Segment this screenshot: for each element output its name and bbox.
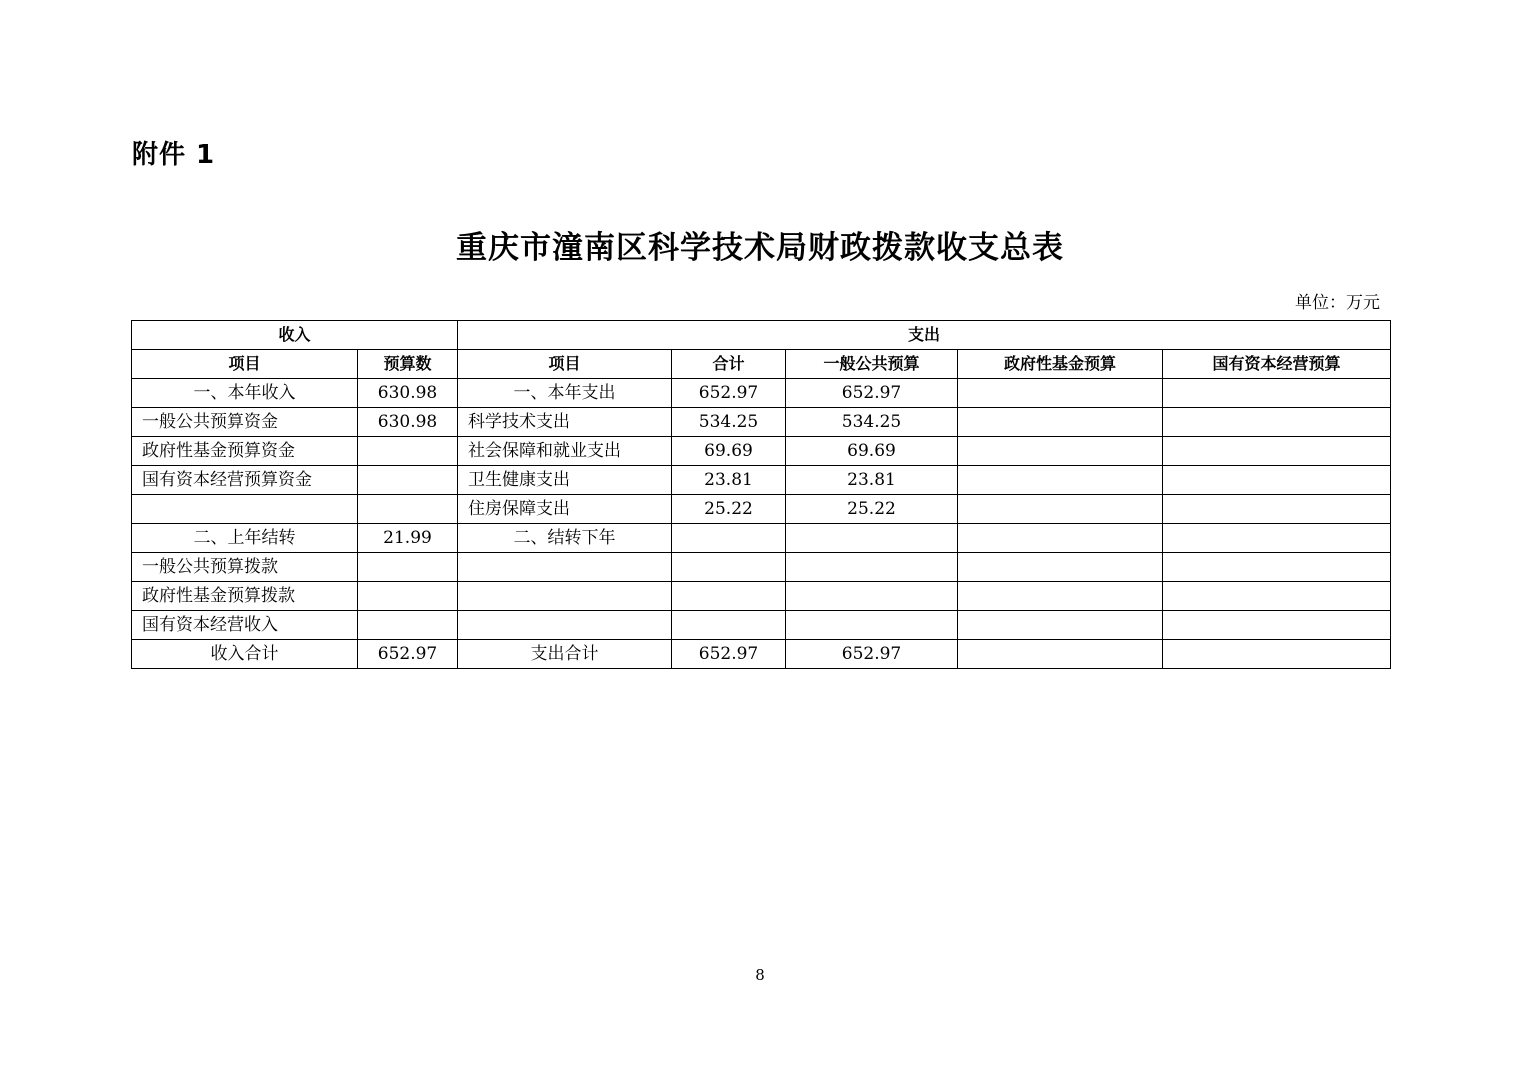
table-cell [458,582,672,611]
table-cell: 534.25 [786,408,958,437]
col-header-total: 合计 [672,350,786,379]
table-cell: 652.97 [672,379,786,408]
table-cell [958,379,1163,408]
table-cell: 652.97 [786,379,958,408]
table-cell [958,611,1163,640]
table-cell [958,495,1163,524]
column-header-row [132,350,1391,379]
table-cell [1163,437,1391,466]
table-row [132,437,1391,466]
table-cell: 23.81 [786,466,958,495]
col-header-income-item: 项目 [132,350,358,379]
table-cell [1163,379,1391,408]
table-row [132,582,1391,611]
table-cell [958,582,1163,611]
table-row [132,640,1391,669]
table-cell: 21.99 [358,524,458,553]
table-cell: 652.97 [672,640,786,669]
table-cell [1163,582,1391,611]
table-cell: 收入合计 [132,640,358,669]
table-cell [958,466,1163,495]
table-cell: 652.97 [786,640,958,669]
attachment-label: 附件 1 [132,140,216,170]
table-cell [958,408,1163,437]
table-cell [358,553,458,582]
table-cell [672,582,786,611]
table-cell: 二、上年结转 [132,524,358,553]
table-cell: 一、本年收入 [132,379,358,408]
table-row [132,408,1391,437]
table-cell: 一般公共预算资金 [132,408,358,437]
table-cell: 一、本年支出 [458,379,672,408]
page-number: 8 [755,966,765,984]
table-cell [786,611,958,640]
table-cell [358,611,458,640]
table-cell [458,553,672,582]
table-cell [672,611,786,640]
table-cell: 630.98 [358,379,458,408]
budget-summary-table [131,320,1391,669]
table-cell: 25.22 [786,495,958,524]
table-cell [786,524,958,553]
table-cell [1163,408,1391,437]
table-cell [1163,524,1391,553]
table-cell: 二、结转下年 [458,524,672,553]
col-header-budget: 预算数 [358,350,458,379]
document-title: 重庆市潼南区科学技术局财政拨款收支总表 [456,230,1064,266]
col-header-state-capital-budget: 国有资本经营预算 [1163,350,1391,379]
table-cell [1163,640,1391,669]
table-cell: 国有资本经营收入 [132,611,358,640]
table-cell [958,553,1163,582]
table-cell [132,495,358,524]
col-header-expense-item: 项目 [458,350,672,379]
table-cell: 23.81 [672,466,786,495]
table-row [132,466,1391,495]
table-cell: 国有资本经营预算资金 [132,466,358,495]
col-header-fund-budget: 政府性基金预算 [958,350,1163,379]
table-cell: 支出合计 [458,640,672,669]
table-cell: 534.25 [672,408,786,437]
table-cell: 652.97 [358,640,458,669]
table-cell: 政府性基金预算拨款 [132,582,358,611]
table-row [132,379,1391,408]
table-row [132,553,1391,582]
col-header-general-budget: 一般公共预算 [786,350,958,379]
table-cell [1163,495,1391,524]
expense-group-header: 支出 [458,321,1391,350]
table-row [132,611,1391,640]
table-cell: 25.22 [672,495,786,524]
table-cell [458,611,672,640]
table-cell: 卫生健康支出 [458,466,672,495]
table-cell: 69.69 [786,437,958,466]
table-cell: 科学技术支出 [458,408,672,437]
table-cell [958,437,1163,466]
table-cell [958,524,1163,553]
table-row [132,524,1391,553]
table-cell [358,582,458,611]
income-group-header: 收入 [132,321,458,350]
table-cell: 社会保障和就业支出 [458,437,672,466]
table-cell [672,553,786,582]
table-cell [1163,466,1391,495]
table-cell: 630.98 [358,408,458,437]
table-row [132,495,1391,524]
table-cell: 69.69 [672,437,786,466]
table-cell [1163,553,1391,582]
table-cell [786,553,958,582]
table-cell [672,524,786,553]
table-cell [958,640,1163,669]
unit-label: 单位：万元 [1295,293,1380,313]
table-cell [358,466,458,495]
table-cell [358,437,458,466]
table-cell [786,582,958,611]
table-cell: 住房保障支出 [458,495,672,524]
table-cell [1163,611,1391,640]
group-header-row [132,321,1391,350]
table-cell: 政府性基金预算资金 [132,437,358,466]
table-cell [358,495,458,524]
table-cell: 一般公共预算拨款 [132,553,358,582]
